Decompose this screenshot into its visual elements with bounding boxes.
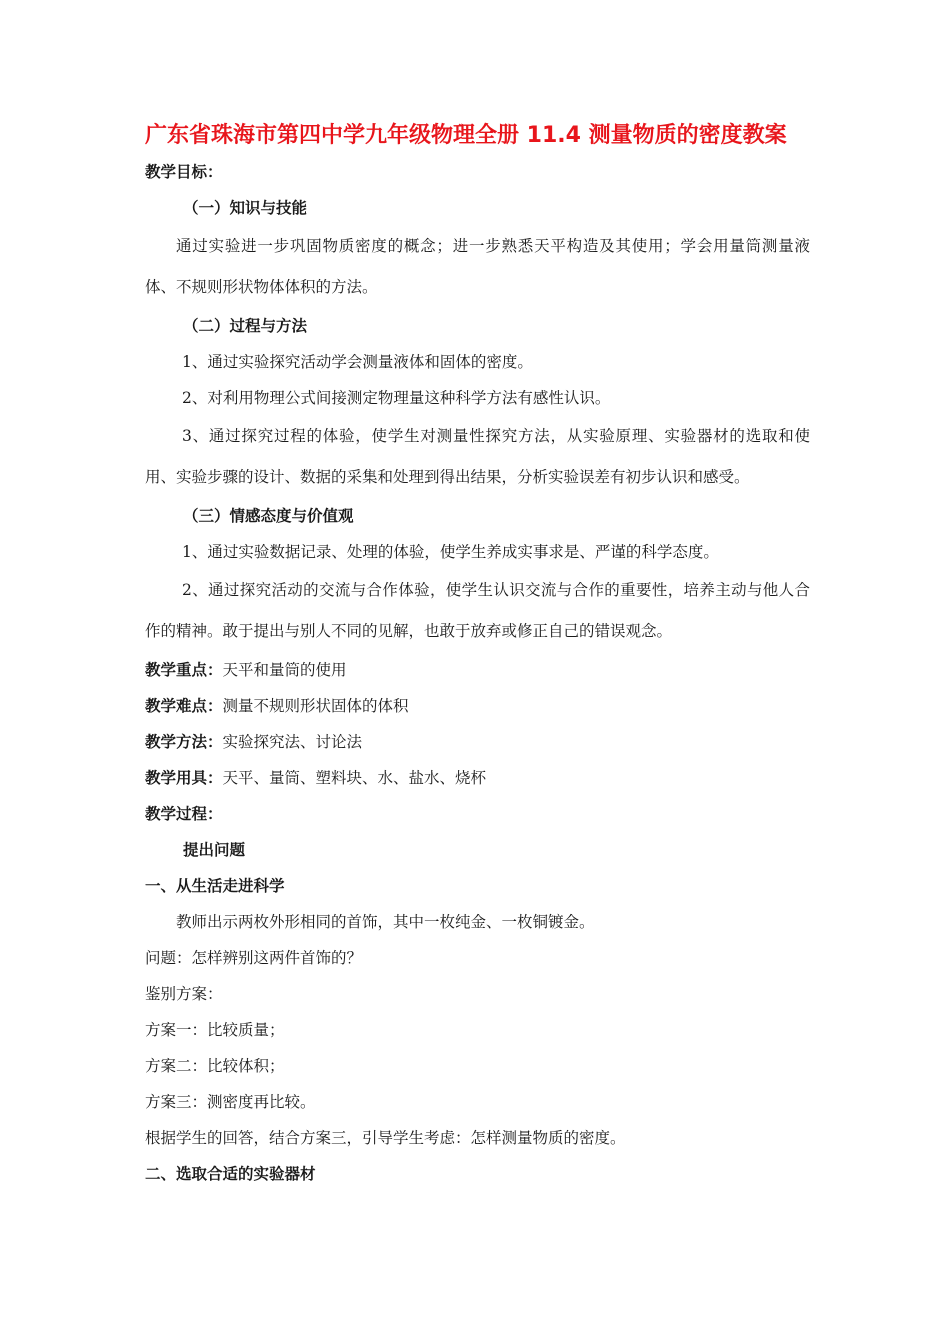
tools-label: 教学用具：: [145, 769, 223, 787]
part1-intro: 教师出示两枚外形相同的首饰，其中一枚纯金、一枚铜镀金。: [176, 913, 595, 931]
section2-item-1: 1、通过实验探究活动学会测量液体和固体的密度。: [182, 353, 533, 371]
part1-conclusion: 根据学生的回答，结合方案三，引导学生考虑：怎样测量物质的密度。: [145, 1129, 626, 1147]
key-point-value: 天平和量筒的使用: [222, 661, 347, 679]
key-point-label: 教学重点：: [145, 661, 223, 679]
part1-plan-2: 方案二：比较体积；: [145, 1057, 285, 1075]
part1-plan-1: 方案一：比较质量；: [145, 1021, 285, 1039]
document-page: [145, 118, 810, 1192]
part1-plan-3: 方案三：测密度再比较。: [145, 1093, 316, 1111]
section3-item-1: 1、通过实验数据记录、处理的体验，使学生养成实事求是、严谨的科学态度。: [182, 543, 719, 561]
method-label: 教学方法：: [145, 733, 223, 751]
difficulty-value: 测量不规则形状固体的体积: [222, 697, 409, 715]
part2-heading: 二、选取合适的实验器材: [145, 1165, 316, 1183]
section1-text: 通过实验进一步巩固物质密度的概念；进一步熟悉天平构造及其使用；学会用量筒测量液体、不规则形状物体体积的方法。: [145, 237, 810, 296]
section2-item-2: 2、对利用物理公式间接测定物理量这种科学方法有感性认识。: [182, 389, 611, 407]
method-value: 实验探究法、讨论法: [222, 733, 363, 751]
difficulty-label: 教学难点：: [145, 697, 223, 715]
key-point-line: [145, 652, 810, 688]
tools-value: 天平、量筒、塑料块、水、盐水、烧杯: [222, 769, 487, 787]
document-title: 广东省珠海市第四中学九年级物理全册 11.4 测量物质的密度教案: [145, 123, 787, 148]
section2-item-3: 3、通过探究过程的体验，使学生对测量性探究方法，从实验原理、实验器材的选取和使用、实验步骤的设计、数据的采集和处理到得出结果，分析实验误差有初步认识和感受。: [145, 427, 810, 486]
part1-heading: 一、从生活走进科学: [145, 877, 285, 895]
method-line: [145, 724, 810, 760]
goals-heading: 教学目标：: [145, 163, 223, 181]
section3-heading: （三）情感态度与价值观: [183, 507, 354, 525]
section1-heading: （一）知识与技能: [183, 199, 308, 217]
raise-question-heading: 提出问题: [183, 841, 246, 859]
part1-plan-heading: 鉴别方案：: [145, 985, 223, 1003]
tools-line: [145, 760, 810, 796]
difficulty-line: [145, 688, 810, 724]
section3-item-2: 2、通过探究活动的交流与合作体验，使学生认识交流与合作的重要性，培养主动与他人合作的精神。敢于提出与别人不同的见解，也敢于放弃或修正自己的错误观念。: [145, 581, 810, 640]
process-heading: 教学过程：: [145, 805, 223, 823]
section2-heading: （二）过程与方法: [183, 317, 308, 335]
part1-question: 问题：怎样辨别这两件首饰的？: [145, 949, 363, 967]
